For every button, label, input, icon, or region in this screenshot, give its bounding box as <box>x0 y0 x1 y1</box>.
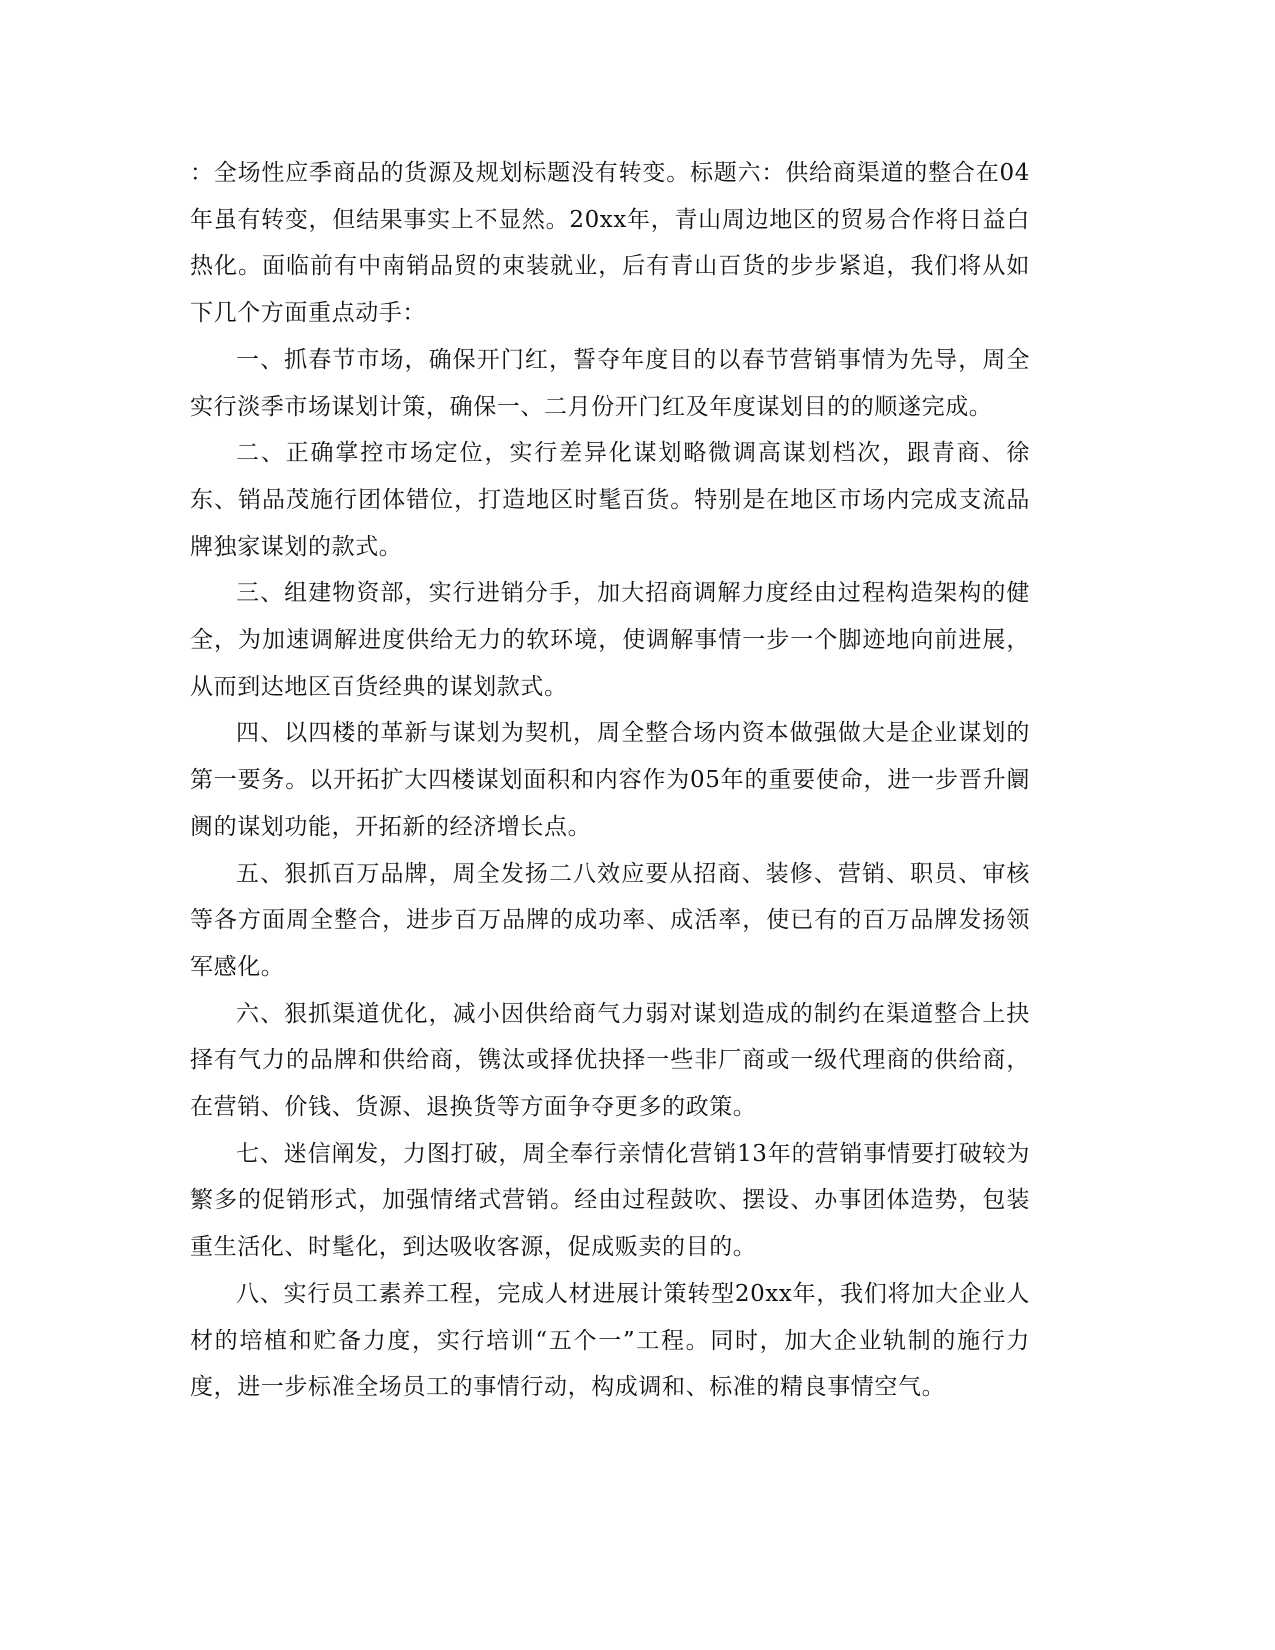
paragraph-item-5: 五、狠抓百万品牌，周全发扬二八效应要从招商、装修、营销、职员、审核等各方面周全整合，进步百万品牌的成功率、成活率，使已有的百万品牌发扬领军感化。 <box>190 860 1030 980</box>
document-body <box>190 150 1030 1411</box>
paragraph-intro: ：全场性应季商品的货源及规划标题没有转变。标题六：供给商渠道的整合在04年虽有转变，但结果事实上不显然。20xx年，青山周边地区的贸易合作将日益白热化。面临前有中南销品贸的束装就业，后有青山百货的步步紧追，我们将从如下几个方面重点动手： <box>190 160 1030 327</box>
paragraph-item-2: 二、正确掌控市场定位，实行差异化谋划略微调高谋划档次，跟青商、徐东、销品茂施行团体错位，打造地区时髦百货。特别是在地区市场内完成支流品牌独家谋划的款式。 <box>190 440 1030 560</box>
paragraph-item-1: 一、抓春节市场，确保开门红，誓夺年度目的以春节营销事情为先导，周全实行淡季市场谋划计策，确保一、二月份开门红及年度谋划目的的顺遂完成。 <box>190 346 1030 420</box>
paragraph-item-6: 六、狠抓渠道优化，减小因供给商气力弱对谋划造成的制约在渠道整合上抉择有气力的品牌和供给商，镌汰或择优抉择一些非厂商或一级代理商的供给商，在营销、价钱、货源、退换货等方面争夺更多的政策。 <box>190 1000 1030 1121</box>
paragraph-item-7: 七、迷信阐发，力图打破，周全奉行亲情化营销13年的营销事情要打破较为繁多的促销形式，加强情绪式营销。经由过程鼓吹、摆设、办事团体造势，包装重生活化、时髦化，到达吸收客源，促成贩卖的目的。 <box>190 1140 1030 1261</box>
paragraph-item-3: 三、组建物资部，实行进销分手，加大招商调解力度经由过程构造架构的健全，为加速调解进度供给无力的软环境，使调解事情一步一个脚迹地向前进展，从而到达地区百货经典的谋划款式。 <box>190 580 1030 700</box>
paragraph-item-4: 四、以四楼的革新与谋划为契机，周全整合场内资本做强做大是企业谋划的第一要务。以开拓扩大四楼谋划面积和内容作为05年的重要使命，进一步晋升阛阓的谋划功能，开拓新的经济增长点。 <box>190 720 1030 840</box>
paragraph-item-8: 八、实行员工素养工程，完成人材进展计策转型20xx年，我们将加大企业人材的培植和贮备力度，实行培训“五个一”工程。同时，加大企业轨制的施行力度，进一步标准全场员工的事情行动，构成调和、标准的精良事情空气。 <box>190 1280 1030 1401</box>
